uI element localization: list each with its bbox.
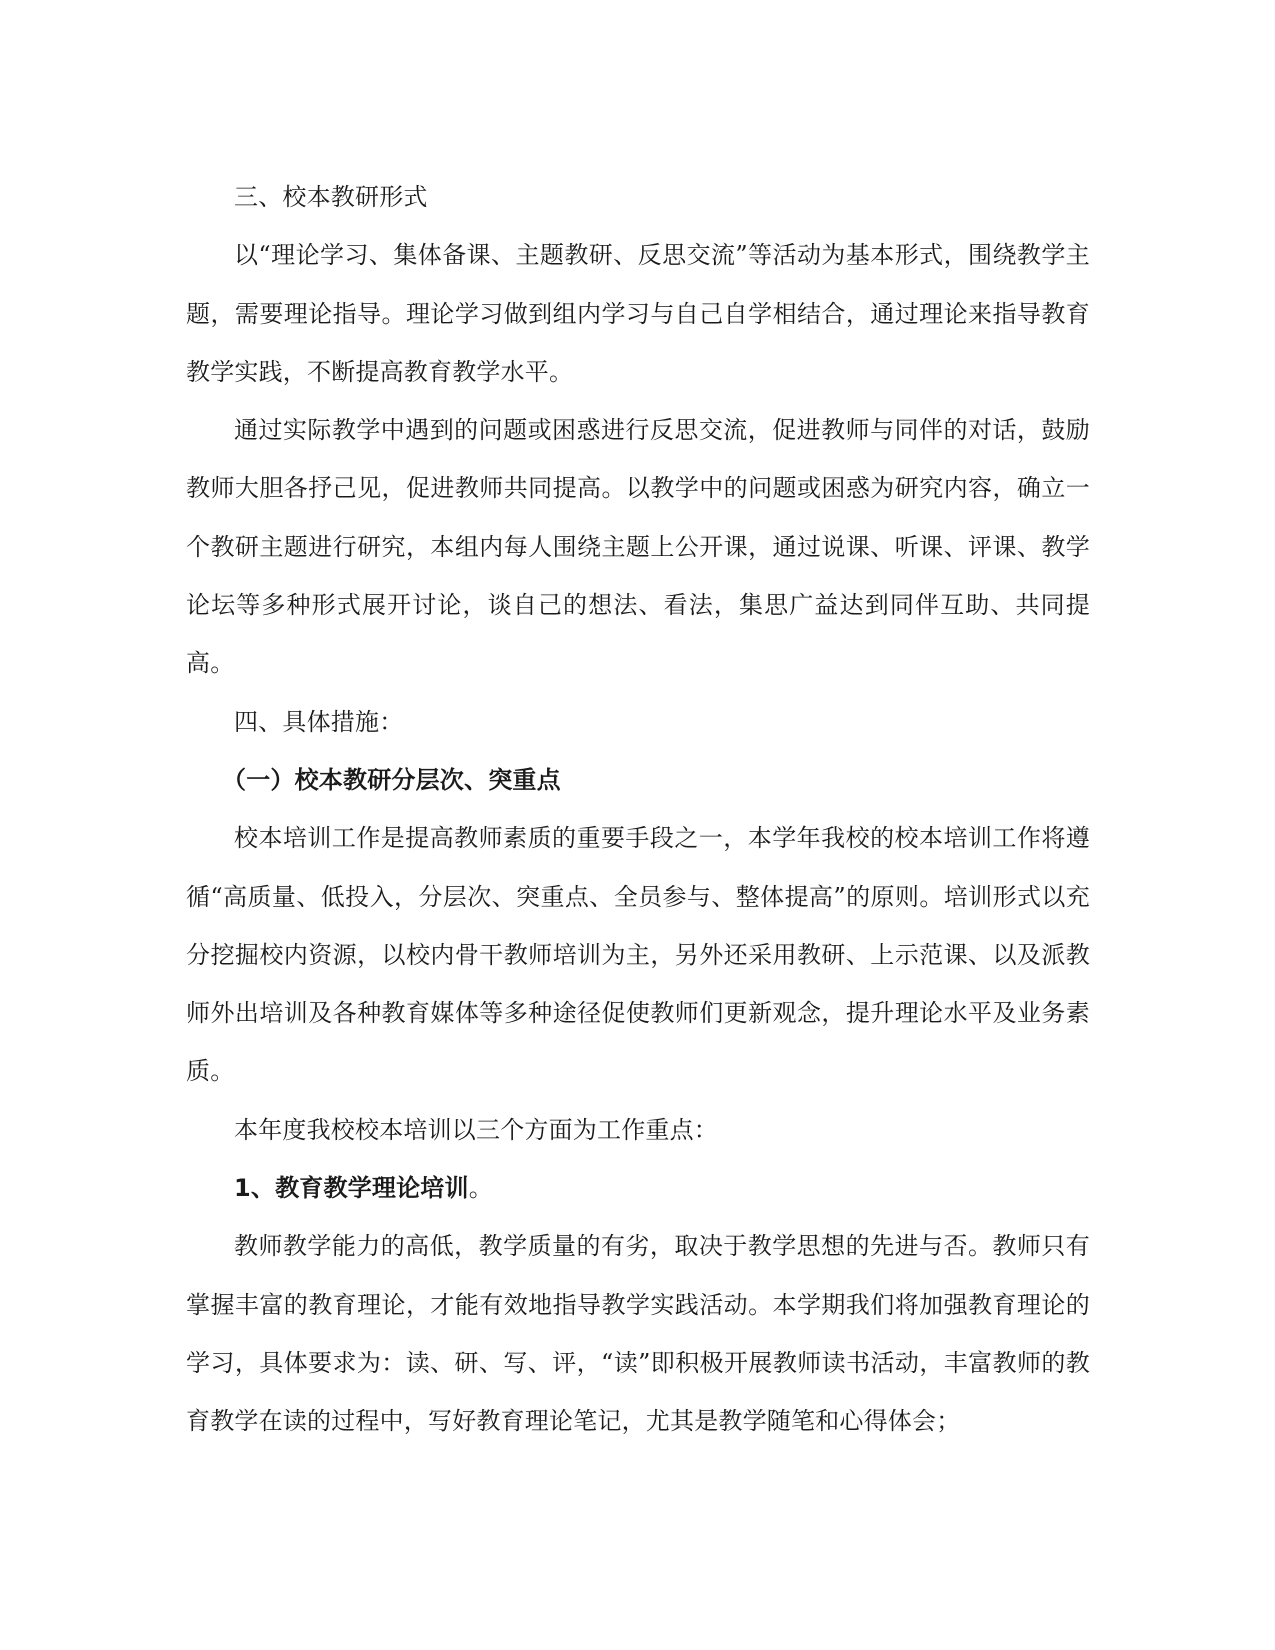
section3-paragraph-1: 以“理论学习、集体备课、主题教研、反思交流”等活动为基本形式，围绕教学主题，需要理论指导。理论学习做到组内学习与自己自学相结合，通过理论来指导教育教学实践，不断提高教育教学水平。 <box>186 241 1090 386</box>
point1-heading-suffix: 。 <box>468 1174 493 1203</box>
point1-heading: 1、教育教学理论培训 <box>234 1174 469 1203</box>
point1-heading-line <box>186 1159 1090 1217</box>
subsection1-paragraph-2: 本年度我校校本培训以三个方面为工作重点： <box>234 1115 718 1144</box>
document-body <box>186 168 1090 1451</box>
subsection1-heading: （一）校本教研分层次、突重点 <box>222 765 561 794</box>
section4-heading: 四、具体措施： <box>234 707 404 736</box>
section3-heading: 三、校本教研形式 <box>234 183 428 211</box>
point1-paragraph: 教师教学能力的高低，教学质量的有劣，取决于教学思想的先进与否。教师只有掌握丰富的教育理论，才能有效地指导教学实践活动。本学期我们将加强教育理论的学习，具体要求为：读、研、写、评，“读”即积极开展教师读书活动，丰富教师的教育教学在读的过程中，写好教育理论笔记，尤其是教学随笔和心得体会； <box>186 1232 1090 1436</box>
subsection1-paragraph-1: 校本培训工作是提高教师素质的重要手段之一，本学年我校的校本培训工作将遵循“高质量、低投入，分层次、突重点、全员参与、整体提高”的原则。培训形式以充分挖掘校内资源，以校内骨干教师培训为主，另外还采用教研、上示范课、以及派教师外出培训及各种教育媒体等多种途径促使教师们更新观念，提升理论水平及业务素质。 <box>186 824 1090 1086</box>
section3-paragraph-2: 通过实际教学中遇到的问题或困惑进行反思交流，促进教师与同伴的对话，鼓励教师大胆各抒己见，促进教师共同提高。以教学中的问题或困惑为研究内容，确立一个教研主题进行研究，本组内每人围绕主题上公开课，通过说课、听课、评课、教学论坛等多种形式展开讨论，谈自己的想法、看法，集思广益达到同伴互助、共同提高。 <box>186 416 1090 678</box>
